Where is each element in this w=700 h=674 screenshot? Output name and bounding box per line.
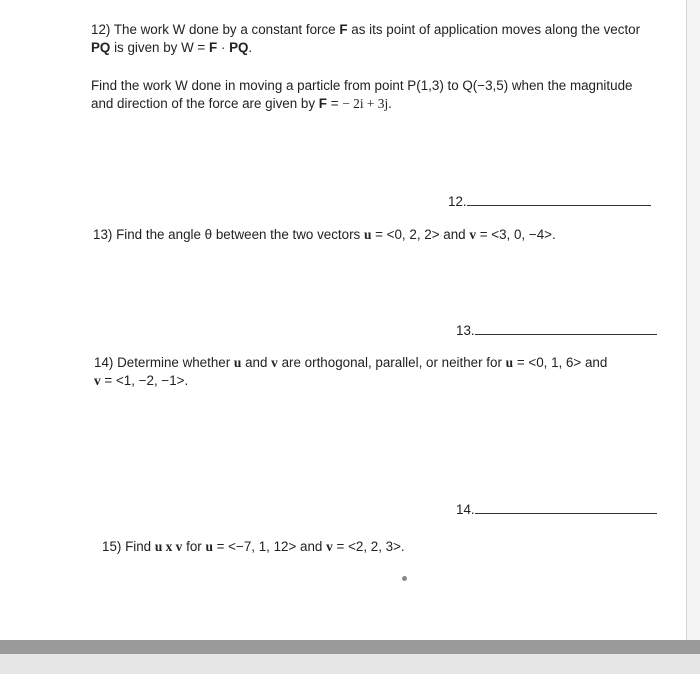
page-bottom-edge <box>0 640 700 654</box>
q12-line2: PQ is given by W = F · PQ. <box>91 40 253 55</box>
background-strip <box>0 654 700 674</box>
q14-answer-label: 14. <box>456 502 475 517</box>
q13-answer <box>456 322 657 340</box>
q14-answer-line[interactable] <box>475 501 657 514</box>
q14-line2: v = <1, −2, −1>. <box>94 373 189 388</box>
q15-text: 15) Find u x v for u = <−7, 1, 12> and v = <2, 2, 3>. <box>102 539 405 554</box>
q13-answer-line[interactable] <box>475 322 657 335</box>
q14-answer <box>456 501 657 519</box>
q14-line1: 14) Determine whether u and v are orthogonal, parallel, or neither for u = <0, 1, 6> and <box>94 355 608 370</box>
q12-answer-label: 12. <box>448 194 467 209</box>
q12-line1: 12) The work W done by a constant force F as its point of application moves along the vector <box>91 22 641 37</box>
q12-answer <box>448 193 651 211</box>
q12-answer-line[interactable] <box>467 193 651 206</box>
q13-text: 13) Find the angle θ between the two vectors u = <0, 2, 2> and v = <3, 0, −4>. <box>93 227 556 242</box>
q12-line4: and direction of the force are given by F = − 2i + 3j. <box>91 96 392 111</box>
stray-mark-dot <box>402 576 407 581</box>
q12-line3: Find the work W done in moving a particle from point P(1,3) to Q(−3,5) when the magnitude <box>91 78 633 93</box>
q13-answer-label: 13. <box>456 323 475 338</box>
